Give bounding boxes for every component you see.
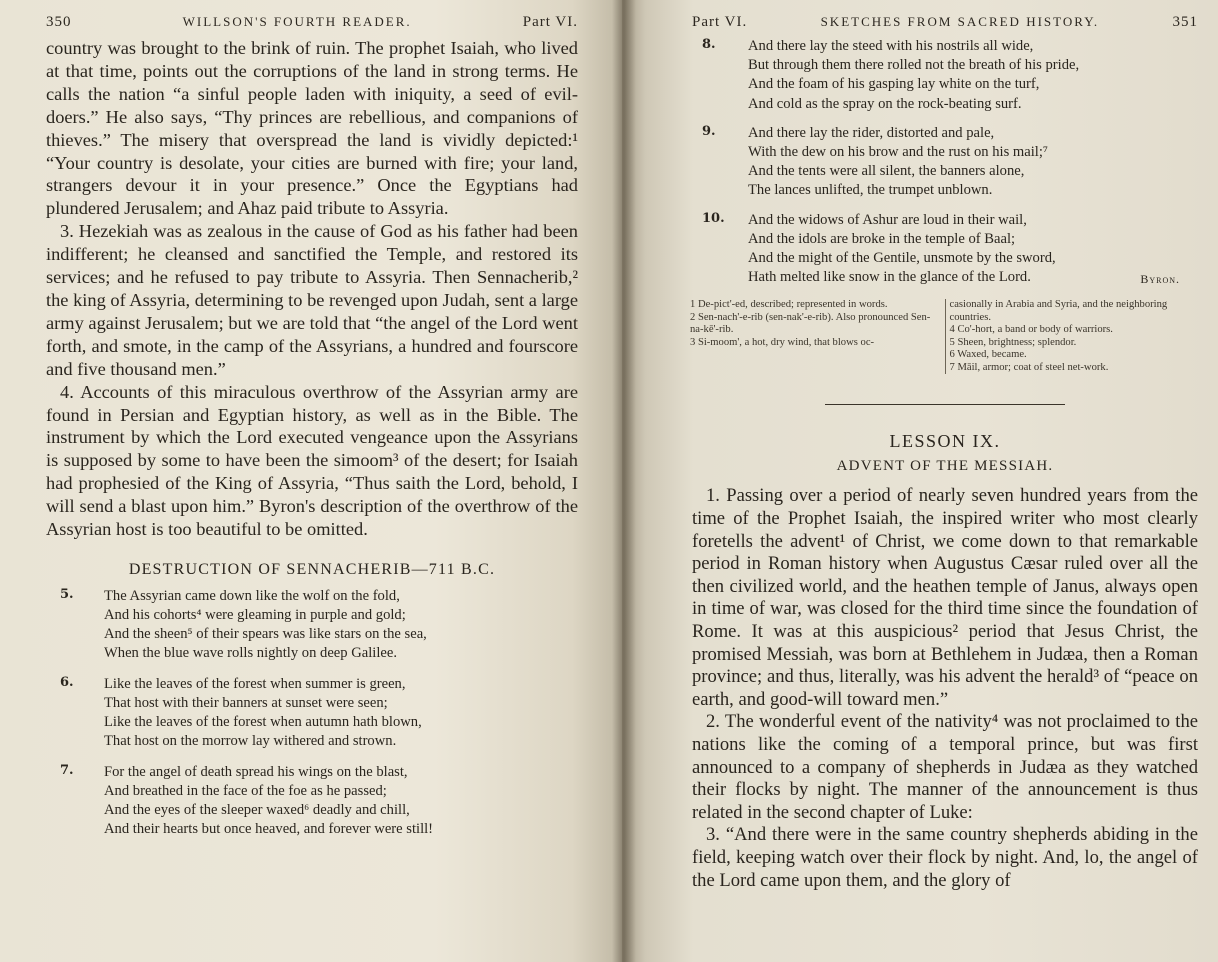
stanza-number: 9.	[702, 123, 716, 139]
verse-line: And the tents were all silent, the banners alone,	[748, 163, 1025, 180]
stanza-number: 7.	[60, 762, 74, 778]
stanza	[692, 124, 1198, 201]
verse-line: But through them there rolled not the breath of his pride,	[748, 57, 1080, 74]
left-running-head	[46, 14, 578, 31]
stanza-number: 6.	[60, 674, 74, 690]
right-page	[622, 0, 1218, 962]
section-divider	[825, 404, 1065, 405]
footnote: 6 Waxed, became.	[949, 349, 1027, 361]
verse-line: That host on the morrow lay withered and strown.	[104, 732, 397, 749]
footnotes	[690, 299, 1198, 374]
verse-line: And the sheen⁵ of their spears was like stars on the sea,	[104, 625, 427, 642]
stanza-number: 10.	[702, 210, 725, 226]
verse-line: With the dew on his brow and the rust on his mail;⁷	[748, 144, 1048, 161]
footnote: 7 Māil, armor; coat of steel net-work.	[949, 361, 1109, 373]
verse-line: And the might of the Gentile, unsmote by the sword,	[748, 250, 1056, 267]
verse-line: The Assyrian came down like the wolf on the fold,	[104, 587, 400, 604]
footnotes-column-1	[690, 299, 939, 374]
lesson-number: LESSON IX.	[889, 431, 1001, 452]
verse-line: And his cohorts⁴ were gleaming in purple and gold;	[104, 606, 406, 623]
right-page-number: 351	[1172, 14, 1198, 30]
right-prose	[692, 485, 1198, 892]
stanza	[46, 763, 578, 839]
footnote: casionally in Arabia and Syria, and the neighboring countries.	[949, 299, 1168, 323]
paragraph: 1. Passing over a period of nearly seven hundred years from the time of the Prophet Isaiah, the inspired writer who most clearly foretells the advent¹ of Christ, we come down to that remarkable period in Roman history when Augustus Cæsar ruled over all the then civilized world, and the heathen temple of Janus, always open in time of war, was closed for the third time since the foundation of Rome. It was at this auspicious² period that Jesus Christ, the promised Messiah, was born at Bethlehem in Judæa, then a Roman province; and thus, literally, was his advent the herald³ of “peace on earth, and good-will toward men.”	[692, 485, 1198, 710]
verse-line: And the idols are broke in the temple of Baal;	[748, 230, 1016, 247]
paragraph: country was brought to the brink of ruin. The prophet Isaiah, who lived at that time, points out the corruptions of the land in strong terms. He calls the nation “a sinful people laden with iniquity, a seed of evil-doers.” He also says, “Thy princes are rebellious, and companions of thieves.” The misery that overspread the land is vividly depicted:¹ “Your country is desolate, your cities are burned with fire; your land, strangers devour it in your presence.” Once the Egyptians had plundered Jerusalem; and Ahaz paid tribute to Assyria.	[46, 38, 578, 219]
stanza	[692, 211, 1180, 288]
book-gutter	[612, 0, 636, 962]
paragraph: 4. Accounts of this miraculous overthrow of the Assyrian army are found in Persian and Egyptian history, as well as in the Bible. The instrument by which the Lord executed vengeance upon the Assyrians is supposed by some to have been the simoom³ of the desert; for Isaiah had prophesied of the King of Assyria, “Thus saith the Lord, behold, I will send a blast upon him.” Byron's description of the overthrow of the Assyrian host is too beautiful to be omitted.	[46, 381, 578, 540]
poem-title: DESTRUCTION OF SENNACHERIB—711 B.C.	[128, 560, 496, 578]
stanza	[46, 675, 578, 751]
stanza-number: 8.	[702, 37, 716, 52]
verse-line-text: Hath melted like snow in the glance of the Lord.	[748, 269, 1031, 286]
verse-line	[748, 268, 1180, 287]
verse-line: And breathed in the face of the foe as he passed;	[104, 782, 387, 799]
verse-line: And cold as the spray on the rock-beating surf.	[748, 95, 1022, 112]
footnote: 1 De-pict'-ed, described; represented in words.	[690, 299, 888, 311]
right-part-label: Part VI.	[692, 14, 748, 30]
footnote: 4 Co'-hort, a band or body of warriors.	[949, 324, 1113, 336]
left-page-number: 350	[46, 14, 72, 30]
verse-line: Like the leaves of the forest when autumn hath blown,	[104, 713, 422, 730]
stanza-number: 5.	[60, 586, 74, 602]
left-prose	[46, 37, 578, 541]
verse-line: And the widows of Ashur are loud in their wail,	[748, 211, 1027, 228]
verse-line: And their hearts but once heaved, and forever were still!	[104, 820, 434, 837]
footnote: 5 Sheen, brightness; splendor.	[949, 336, 1077, 348]
footnotes-column-2	[945, 299, 1199, 374]
verse-line: And there lay the steed with his nostrils all wide,	[748, 38, 1034, 54]
right-running-title: SKETCHES FROM SACRED HISTORY.	[820, 14, 1100, 29]
paragraph: 2. The wonderful event of the nativity⁴ was not proclaimed to the nations like the coming of a temporal prince, but was first announced to a company of shepherds in Judæa as they watched their flocks by night. The manner of the announcement is thus related in the second chapter of Luke:	[692, 711, 1198, 823]
left-running-title: WILLSON'S FOURTH READER.	[182, 14, 412, 29]
paragraph: 3. “And there were in the same country shepherds abiding in the field, keeping watch over their flock by night. And, lo, the angel of the Lord came upon them, and the glory of	[692, 824, 1198, 891]
footnote: 2 Sen-nach'-e-rib (sen-nak'-e-rib). Also pronounced Sen-na-kē'-rib.	[690, 311, 931, 336]
paragraph: 3. Hezekiah was as zealous in the cause of God as his father had been indifferent; he cleansed and sanctified the Temple, and restored its services; and he refused to pay tribute to Assyria. Then Sennacherib,² the king of Assyria, determining to be revenged upon Judah, sent a large army against Jerusalem; but we are told that “the angel of the Lord went forth, and smote, in the camp of the Assyrians, a hundred and fourscore and five thousand men.”	[46, 221, 578, 379]
verse-line: And there lay the rider, distorted and pale,	[748, 124, 995, 141]
verse-line: When the blue wave rolls nightly on deep Galilee.	[104, 644, 398, 661]
verse-line: Like the leaves of the forest when summer is green,	[104, 675, 406, 692]
lesson-title: ADVENT OF THE MESSIAH.	[836, 458, 1054, 475]
verse-line: And the eyes of the sleeper waxed⁶ deadly and chill,	[104, 801, 410, 818]
verse-line: The lances unlifted, the trumpet unblown.	[748, 182, 993, 199]
stanza	[46, 587, 578, 663]
poem-attribution: Byron.	[1140, 272, 1180, 287]
verse-line: That host with their banners at sunset were seen;	[104, 694, 388, 711]
right-running-head	[692, 14, 1198, 31]
footnote: 3 Si-moom', a hot, dry wind, that blows oc-	[690, 336, 875, 348]
verse-line: And the foam of his gasping lay white on the turf,	[748, 76, 1040, 93]
left-part-label: Part VI.	[522, 14, 578, 30]
stanza	[692, 37, 1198, 114]
verse-line: For the angel of death spread his wings on the blast,	[104, 763, 408, 780]
